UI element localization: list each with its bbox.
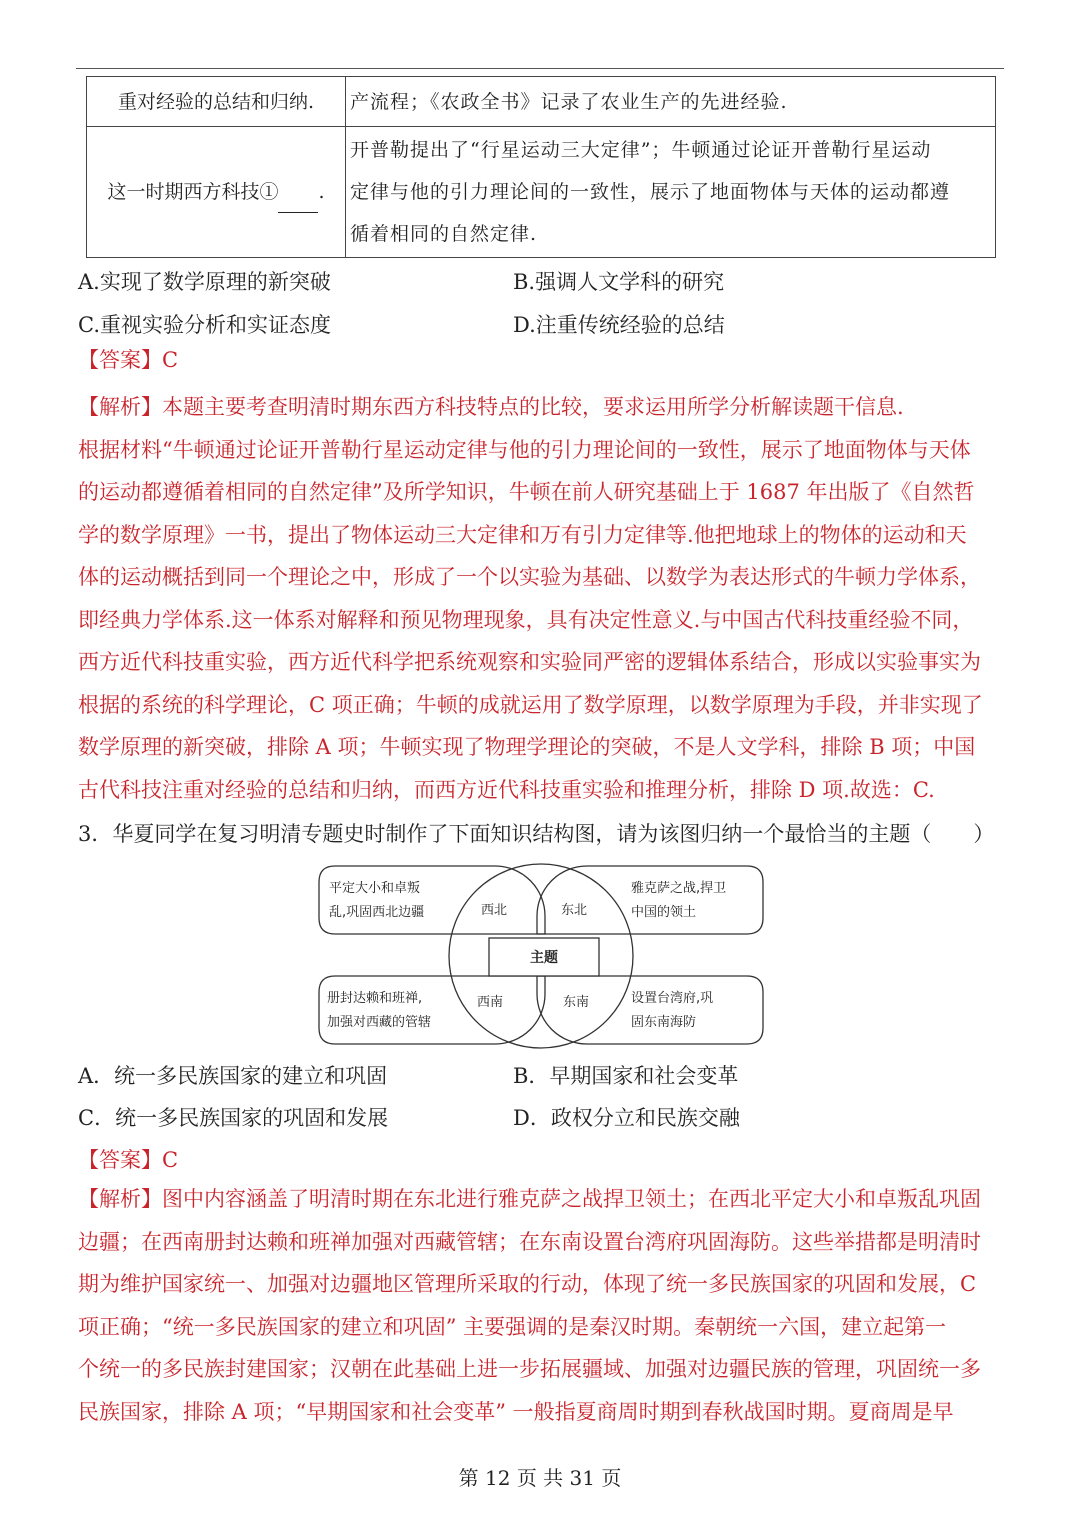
analysis-line: 边疆；在西南册封达赖和班禅加强对西藏管辖；在东南设置台湾府巩固海防。这些举措都是明清时: [78, 1229, 981, 1254]
q3-answer: [78, 1144, 178, 1174]
q2-answer: [78, 344, 178, 374]
q2-option-c[interactable]: C.重视实验分析和实证态度: [78, 313, 331, 337]
analysis-line: 西方近代科技重实验，西方近代科学把系统观察和实验同严密的逻辑体系结合，形成以实验事实为: [78, 650, 981, 674]
analysis-line: 体的运动概括到同一个理论之中，形成了一个以实验为基础、以数学为表达形式的牛顿力学体系，: [78, 565, 981, 589]
nw-text-line: 平定大小和卓叛: [329, 881, 421, 896]
sw-text-line: 加强对西藏的管辖: [327, 1015, 432, 1030]
q3-option-b[interactable]: B．早期国家和社会变革: [513, 1064, 739, 1088]
q2-option-a[interactable]: A.实现了数学原理的新突破: [78, 270, 331, 294]
se-text-line: 固东南海防: [631, 1015, 697, 1030]
ne-label: 东北: [561, 903, 588, 918]
analysis-line: 期为维护国家统一、加强对边疆地区管理所采取的行动，体现了统一多民族国家的巩固和发展，C: [78, 1272, 977, 1296]
top-rule: [76, 68, 1004, 69]
analysis-line: 即经典力学体系.这一体系对解释和预见物理现象，具有决定性意义.与中国古代科技重经验不同，: [78, 607, 974, 632]
se-label: 东南: [563, 995, 590, 1010]
ne-text-line: 中国的领土: [631, 905, 697, 920]
answer-label: 【答案】: [78, 1148, 162, 1172]
answer-blank: [278, 190, 318, 213]
southeast-box: [537, 976, 763, 1044]
analysis-line: 根据材料“牛顿通过论证开普勒行星运动定律与他的引力理论间的一致性，展示了地面物体与天体: [78, 437, 971, 462]
q3-option-c[interactable]: C．统一多民族国家的巩固和发展: [78, 1106, 389, 1130]
analysis-line: 民族国家，排除 A 项；“早期国家和社会变革” 一般指夏商周时期到春秋战国时期。夏商周是早: [78, 1399, 954, 1424]
southwest-box: [319, 976, 545, 1044]
analysis-line: 项正确；“统一多民族国家的建立和巩固” 主要强调的是秦汉时期。秦朝统一六国，建立起第一: [78, 1314, 947, 1339]
nw-text-line: 乱,巩固西北边疆: [329, 905, 425, 920]
answer-value: C: [162, 348, 179, 372]
table-cell: 重对经验的总结和归纳.: [87, 77, 346, 127]
northwest-box: [319, 866, 545, 934]
analysis-label: 【解析】: [78, 1187, 162, 1211]
answer-value: C: [162, 1148, 179, 1172]
knowledge-structure-diagram: [315, 862, 767, 1050]
table-cell: [346, 127, 996, 258]
analysis-line: [78, 1178, 1004, 1221]
table-cell: [87, 127, 346, 258]
cell-text-end: .: [318, 181, 325, 203]
northeast-box: [537, 866, 763, 934]
analysis-line: 的运动都遵循着相同的自然定律”及所学知识，牛顿在前人研究基础上于 1687 年出版了《自然哲: [78, 480, 975, 504]
analysis-line: 个统一的多民族封建国家；汉朝在此基础上进一步拓展疆域、加强对边疆民族的管理，巩固统一多: [78, 1357, 981, 1381]
ne-text-line: 雅克萨之战,捍卫: [631, 881, 727, 896]
comparison-table: [86, 76, 996, 258]
table-row: [87, 77, 996, 127]
table-row: [87, 127, 996, 258]
cell-line: 定律与他的引力理论间的一致性，展示了地面物体与天体的运动都遵: [350, 181, 951, 203]
analysis-line: 学的数学原理》一书，提出了物体运动三大定律和万有引力定律等.他把地球上的物体的运动和天: [78, 522, 967, 547]
analysis-line: 古代科技注重对经验的总结和归纳，而西方近代科技重实验和推理分析，排除 D 项.故选：C.: [78, 777, 935, 802]
q3-option-a[interactable]: A．统一多民族国家的建立和巩固: [78, 1064, 388, 1088]
q3-option-d[interactable]: D．政权分立和民族交融: [513, 1106, 740, 1130]
center-label: 主题: [530, 950, 558, 966]
analysis-text: 本题主要考查明清时期东西方科技特点的比较，要求运用所学分析解读题干信息.: [162, 395, 904, 419]
sw-text-line: 册封达赖和班禅,: [327, 991, 423, 1006]
q3-stem: 3．华夏同学在复习明清专题史时制作了下面知识结构图，请为该图归纳一个最恰当的主题（ ）: [78, 822, 995, 846]
q3-analysis: [78, 1178, 1004, 1433]
analysis-text: 图中内容涵盖了明清时期在东北进行雅克萨之战捍卫领土；在西北平定大小和卓叛乱巩固: [162, 1187, 981, 1211]
cell-line: 开普勒提出了“行星运动三大定律”；牛顿通过论证开普勒行星运动: [350, 139, 932, 161]
q2-analysis: [78, 386, 1004, 811]
cell-text: 这一时期西方科技①: [107, 181, 279, 203]
sw-label: 西南: [477, 995, 504, 1010]
analysis-label: 【解析】: [78, 395, 162, 419]
q2-option-d[interactable]: D.注重传统经验的总结: [513, 313, 725, 337]
analysis-line: [78, 386, 1004, 429]
answer-label: 【答案】: [78, 348, 162, 372]
q2-option-b[interactable]: B.强调人文学科的研究: [513, 270, 725, 294]
cell-line: 循着相同的自然定律.: [350, 223, 538, 245]
table-cell: 产流程；《农政全书》记录了农业生产的先进经验.: [346, 77, 996, 127]
analysis-line: 根据的系统的科学理论，C 项正确；牛顿的成就运用了数学原理，以数学原理为手段，并非实现了: [78, 692, 983, 717]
nw-label: 西北: [481, 903, 508, 918]
se-text-line: 设置台湾府,巩: [631, 991, 714, 1006]
page-number-footer: 第 12 页 共 31 页: [458, 1466, 622, 1490]
analysis-line: 数学原理的新突破，排除 A 项；牛顿实现了物理学理论的突破，不是人文学科，排除 B 项；中国: [78, 735, 976, 759]
